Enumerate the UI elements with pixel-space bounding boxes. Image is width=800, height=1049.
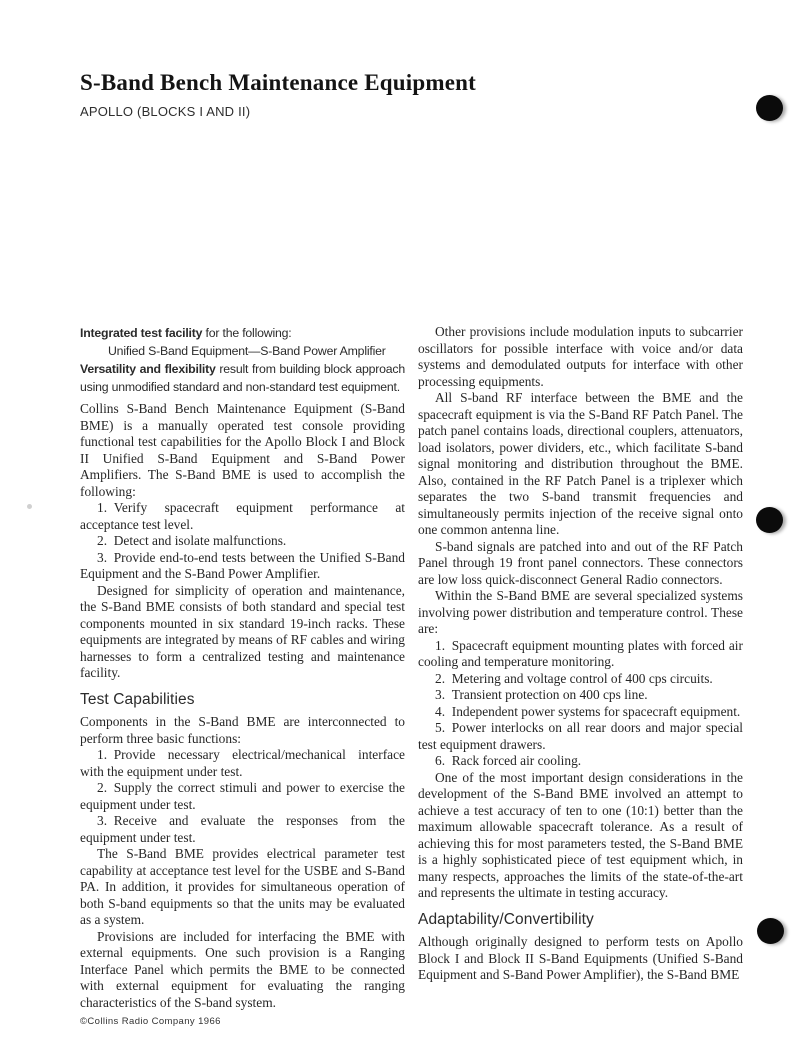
section-heading-adaptability-convertibility: Adaptability/Convertibility (418, 910, 594, 928)
paragraph: The S-Band BME provides electrical parameter test capability at acceptance test level for the USBE and S-Band PA. In addition, it provides for simultaneous operation of both S-band equipments so that the units may be evaluated as a system. (80, 846, 405, 928)
two-column-body (80, 324, 743, 1011)
list-item: 5. Power interlocks on all rear doors and major special test equipment drawers. (418, 720, 743, 752)
registration-dot-middle (756, 507, 783, 533)
intro-text: for the following: (202, 326, 292, 340)
right-column (418, 324, 743, 1011)
document-header (80, 70, 640, 118)
registration-dot-bottom (757, 918, 784, 944)
list-item: 4. Independent power systems for spacecraft equipment. (435, 703, 741, 719)
paragraph: Collins S-Band Bench Maintenance Equipment (S-Band BME) is a manually operated test console providing functional test capabilities for the Apollo Block I and Block II Unified S-Band Equipment and S-Band Power Amplifiers. The S-Band BME is used to accomplish the following: (80, 401, 405, 499)
paragraph: One of the most important design considerations in the development of the S-Band BME involved an attempt to achieve a test accuracy of ten to one (10:1) better than the maximum allowable spacecraft tolerance. As a result of achieving this for most parameters tested, the S-Band BME is a highly sophisticated piece of test equipment which, in many respects, approaches the limits of the state-of-the-art and represents the ultimate in testing accuracy. (418, 769, 743, 900)
paragraph: Other provisions include modulation inputs to subcarrier oscillators for possible interface with voice and/or data systems and demodulated outputs for interface with other processing equipments. (418, 324, 743, 389)
paragraph: S-band signals are patched into and out of the RF Patch Panel through 19 front panel connectors. These connectors are low loss quick-disconnect General Radio connectors. (418, 538, 743, 587)
list-item: 3. Provide end-to-end tests between the Unified S-Band Equipment and the S-Band Power Amplifier. (80, 549, 405, 581)
list-item: 3. Transient protection on 400 cps line. (435, 687, 648, 702)
paragraph: All S-band RF interface between the BME and the spacecraft equipment is via the S-Band RF Patch Panel. The patch panel contains loads, directional couplers, attenuators, load isolators, power dividers, etc., which facilitate S-band signal monitoring and distribution throughout the BME. Also, contained in the RF Patch Panel is a triplexer which separates the two S-band transmit frequencies and simultaneously permits injection of the receive signal onto one common antenna line. (418, 390, 743, 537)
page-subtitle: APOLLO (BLOCKS I AND II) (80, 104, 251, 120)
intro-line-equipment: Unified S-Band Equipment—S-Band Power Amplifier (108, 344, 386, 358)
page-title: S-Band Bench Maintenance Equipment (80, 70, 476, 95)
bold-lead-in: Integrated test facility (80, 326, 203, 340)
registration-dot-top (756, 95, 783, 121)
list-item: 2. Supply the correct stimuli and power to exercise the equipment under test. (80, 780, 405, 812)
intro-line-features (80, 324, 405, 342)
list-item: 1. Spacecraft equipment mounting plates with forced air cooling and temperature monitoring. (418, 637, 743, 669)
list-item: 6. Rack forced air cooling. (435, 753, 582, 768)
list-item: 2. Detect and isolate malfunctions. (97, 533, 287, 548)
copyright-line: ©Collins Radio Company 1966 (80, 1016, 221, 1027)
scan-speck (27, 504, 32, 509)
paragraph: Designed for simplicity of operation and maintenance, the S-Band BME consists of both standard and special test components mounted in six standard 19-inch racks. These equipments are integrated by means of RF cables and wiring harnesses to form a centralized testing and maintenance facility. (80, 582, 405, 680)
list-item: 3. Receive and evaluate the responses from the equipment under test. (80, 813, 405, 845)
list-item: 1. Verify spacecraft equipment performance at acceptance test level. (80, 500, 405, 532)
left-column (80, 324, 405, 1011)
paragraph: Provisions are included for interfacing the BME with external equipments. One such provision is a Ranging Interface Panel which permits the BME to be connected with external equipment for evaluating the ranging characteristics of the S-band system. (80, 928, 405, 1010)
intro-text: result from building block approach using unmodified standard and non-standard test equipment. (80, 362, 406, 394)
section-heading-test-capabilities: Test Capabilities (80, 690, 195, 708)
paragraph: Components in the S-Band BME are interconnected to perform three basic functions: (80, 714, 405, 746)
intro-line-versatility (80, 360, 405, 396)
paragraph: Within the S-Band BME are several specialized systems involving power distribution and temperature control. These are: (418, 588, 743, 636)
list-item: 2. Metering and voltage control of 400 cps circuits. (435, 670, 713, 686)
document-footer (80, 1016, 221, 1027)
bold-lead-in: Versatility and flexibility (80, 362, 216, 376)
list-item: 1. Provide necessary electrical/mechanical interface with the equipment under test. (80, 747, 405, 779)
paragraph: Although originally designed to perform tests on Apollo Block I and Block II S-Band Equipments (Unified S-Band Equipment and S-Band Power Amplifier), the S-Band BME (418, 934, 743, 983)
